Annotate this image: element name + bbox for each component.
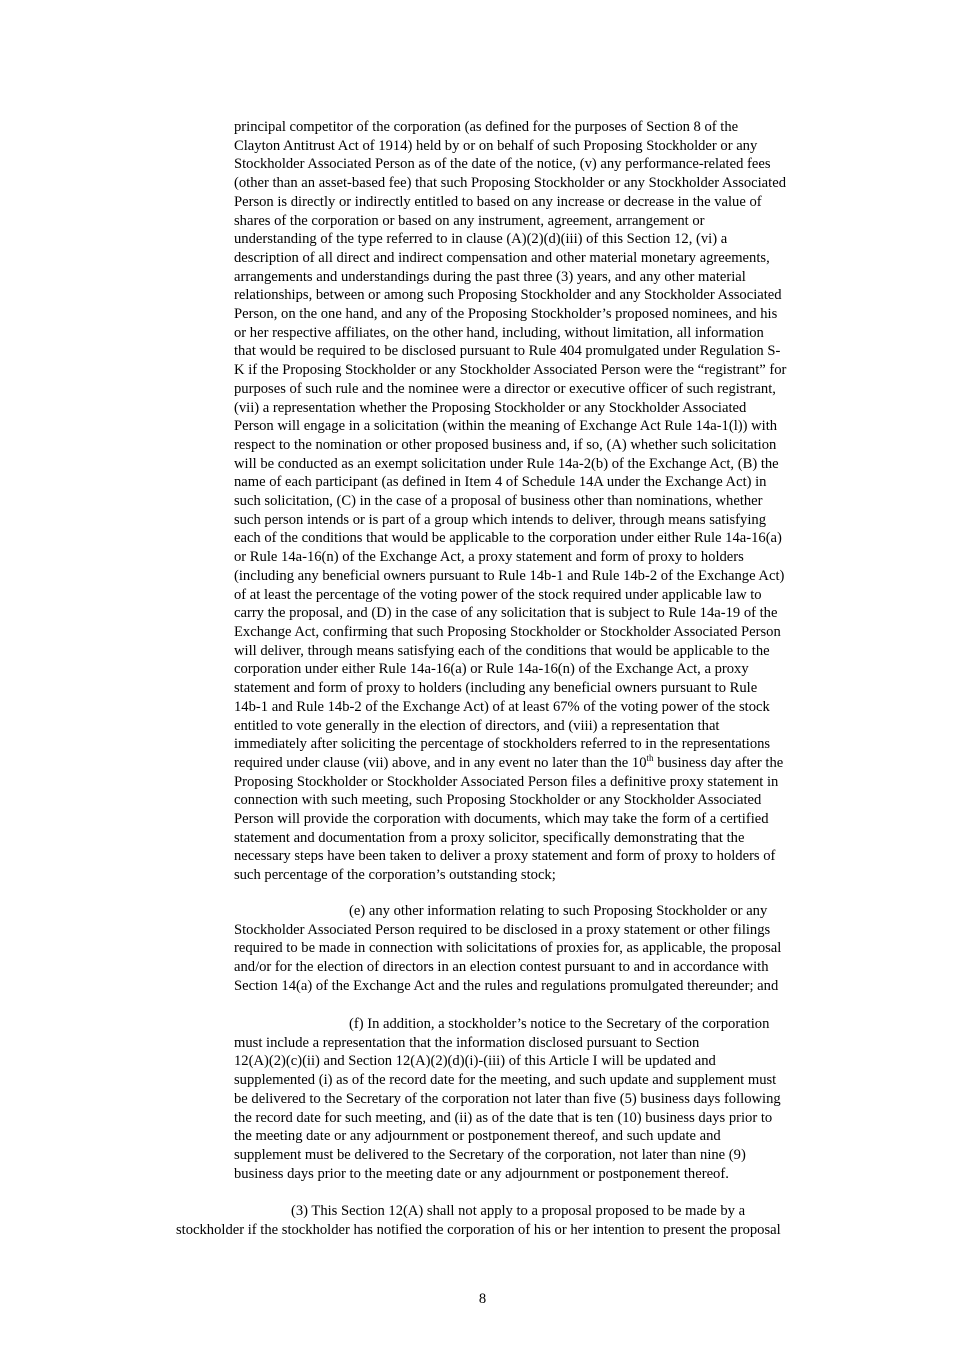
text-line: and/or for the election of directors in an election contest pursuant to and in accordance with [234,959,769,976]
text-line: carry the proposal, and (D) in the case of any solicitation that is subject to Rule 14a-19 of the [234,605,778,622]
text-line: (e) any other information relating to such Proposing Stockholder or any [349,903,768,919]
text-line: business days prior to the meeting date or any adjournment or postponement thereof. [234,1165,729,1182]
text-line: understanding of the type referred to in clause (A)(2)(d)(iii) of this Section 12, (vi) a [234,231,728,248]
text-line: Person, on the one hand, and any of the Proposing Stockholder’s proposed nominees, and his [234,306,778,323]
text-line: such person intends or is part of a group which intends to deliver, through means satisfying [234,511,766,528]
text-line: required to be made in connection with solicitations of proxies for, as applicable, the proposal [234,940,782,957]
paragraph-continuation [234,118,854,885]
text-line: Section 14(a) of the Exchange Act and the rules and regulations promulgated thereunder; and [234,977,779,994]
text-line: Stockholder Associated Person required to be disclosed in a proxy statement or other filings [234,921,771,938]
text-line-10th [234,754,854,773]
text-line: statement and documentation from a proxy solicitor, specifically demonstrating that the [234,829,745,846]
text-line: corporation under either Rule 14a-16(a) or Rule 14a-16(n) of the Exchange Act, a proxy [234,661,749,678]
text-line: will be conducted as an exempt solicitation under Rule 14a-2(b) of the Exchange Act, (B) the [234,455,779,472]
text-line: K if the Proposing Stockholder or any Stockholder Associated Person were the “registrant” for [234,362,787,379]
text-line: be delivered to the Secretary of the corporation not later than five (5) business days following [234,1090,781,1107]
text-line: entitled to vote generally in the election of directors, and (viii) a representation that [234,717,720,734]
paragraph-e [234,902,854,996]
text-line: relationships, between or among such Proposing Stockholder and any Stockholder Associated [234,287,782,304]
text-line: will deliver, through means satisfying each of the conditions that would be applicable to the [234,642,770,659]
text-line: 12(A)(2)(c)(ii) and Section 12(A)(2)(d)(i)-(iii) of this Article I will be updated and [234,1053,716,1070]
text-line: must include a representation that the information disclosed pursuant to Section [234,1034,700,1051]
superscript-th: th [646,753,654,764]
text-line: 14b-1 and Rule 14b-2 of the Exchange Act) of at least 67% of the voting power of the stock [234,698,770,715]
text-line: stockholder if the stockholder has notified the corporation of his or her intention to present the proposal [176,1221,781,1238]
text-line: Clayton Antitrust Act of 1914) held by or on behalf of such Proposing Stockholder or any [234,137,758,154]
text-line: the record date for such meeting, and (ii) as of the date that is ten (10) business days prior to [234,1109,773,1126]
text-line: (vii) a representation whether the Proposing Stockholder or any Stockholder Associated [234,399,747,416]
text-fragment: business day after the [653,754,784,771]
text-line: that would be required to be disclosed pursuant to Rule 404 promulgated under Regulation S- [234,343,781,360]
text-line: Stockholder Associated Person as of the date of the notice, (v) any performance-related fees [234,156,771,173]
text-line: necessary steps have been taken to deliver a proxy statement and form of proxy to holders of [234,848,776,865]
text-line: Person will provide the corporation with documents, which may take the form of a certified [234,811,769,828]
text-line: (other than an asset-based fee) that such Proposing Stockholder or any Stockholder Associated [234,175,786,192]
text-line: purposes of such rule and the nominee were a director or executive officer of such registrant, [234,380,776,397]
text-line: or her respective affiliates, on the other hand, including, without limitation, all information [234,324,764,341]
text-line: or Rule 14a-16(n) of the Exchange Act, a proxy statement and form of proxy to holders [234,549,744,566]
text-line: Person is directly or indirectly entitled to based on any increase or decrease in the value of [234,193,762,210]
text-line: (including any beneficial owners pursuant to Rule 14b-1 and Rule 14b-2 of the Exchange Act) [234,567,785,584]
text-line: shares of the corporation or based on any instrument, agreement, arrangement or [234,212,705,229]
text-line: statement and form of proxy to holders (including any beneficial owners pursuant to Rule [234,680,758,697]
text-line: Proposing Stockholder or Stockholder Associated Person files a definitive proxy statement in [234,773,779,790]
text-line: description of all direct and indirect compensation and other material monetary agreements, [234,249,770,266]
text-line: Exchange Act, confirming that such Proposing Stockholder or Stockholder Associated Person [234,623,781,640]
text-line: name of each participant (as defined in Item 4 of Schedule 14A under the Exchange Act) in [234,474,767,491]
text-line: arrangements and understandings during the past three (3) years, and any other material [234,268,746,285]
text-line: (3) This Section 12(A) shall not apply to a proposal proposed to be made by a [291,1203,746,1219]
page-number: 8 [478,1291,487,1307]
text-line: respect to the nomination or other proposed business and, if so, (A) whether such solicitation [234,436,777,453]
text-line: (f) In addition, a stockholder’s notice to the Secretary of the corporation [349,1016,770,1032]
text-line: of at least the percentage of the voting power of the stock required under applicable law to [234,586,762,603]
paragraph-3 [176,1202,856,1239]
text-line: such solicitation, (C) in the case of a proposal of business other than nominations, whether [234,493,763,510]
text-line: supplement must be delivered to the Secretary of the corporation, not later than nine (9) [234,1146,746,1163]
text-line: each of the conditions that would be applicable to the corporation under either Rule 14a-16(a) [234,530,782,547]
text-line: supplemented (i) as of the record date for the meeting, and such update and supplement must [234,1072,777,1089]
text-line: the meeting date or any adjournment or postponement thereof, and such update and [234,1128,721,1145]
text-line: immediately after soliciting the percentage of stockholders referred to in the representations [234,736,771,753]
text-line: Person will engage in a solicitation (within the meaning of Exchange Act Rule 14a-1(l)) with [234,418,778,435]
paragraph-f [234,1015,854,1183]
text-line: such percentage of the corporation’s outstanding stock; [234,867,556,884]
text-fragment: required under clause (vii) above, and in any event no later than the 10 [234,754,647,771]
text-line: principal competitor of the corporation (as defined for the purposes of Section 8 of the [234,119,739,135]
text-line: connection with such meeting, such Proposing Stockholder or any Stockholder Associated [234,792,762,809]
